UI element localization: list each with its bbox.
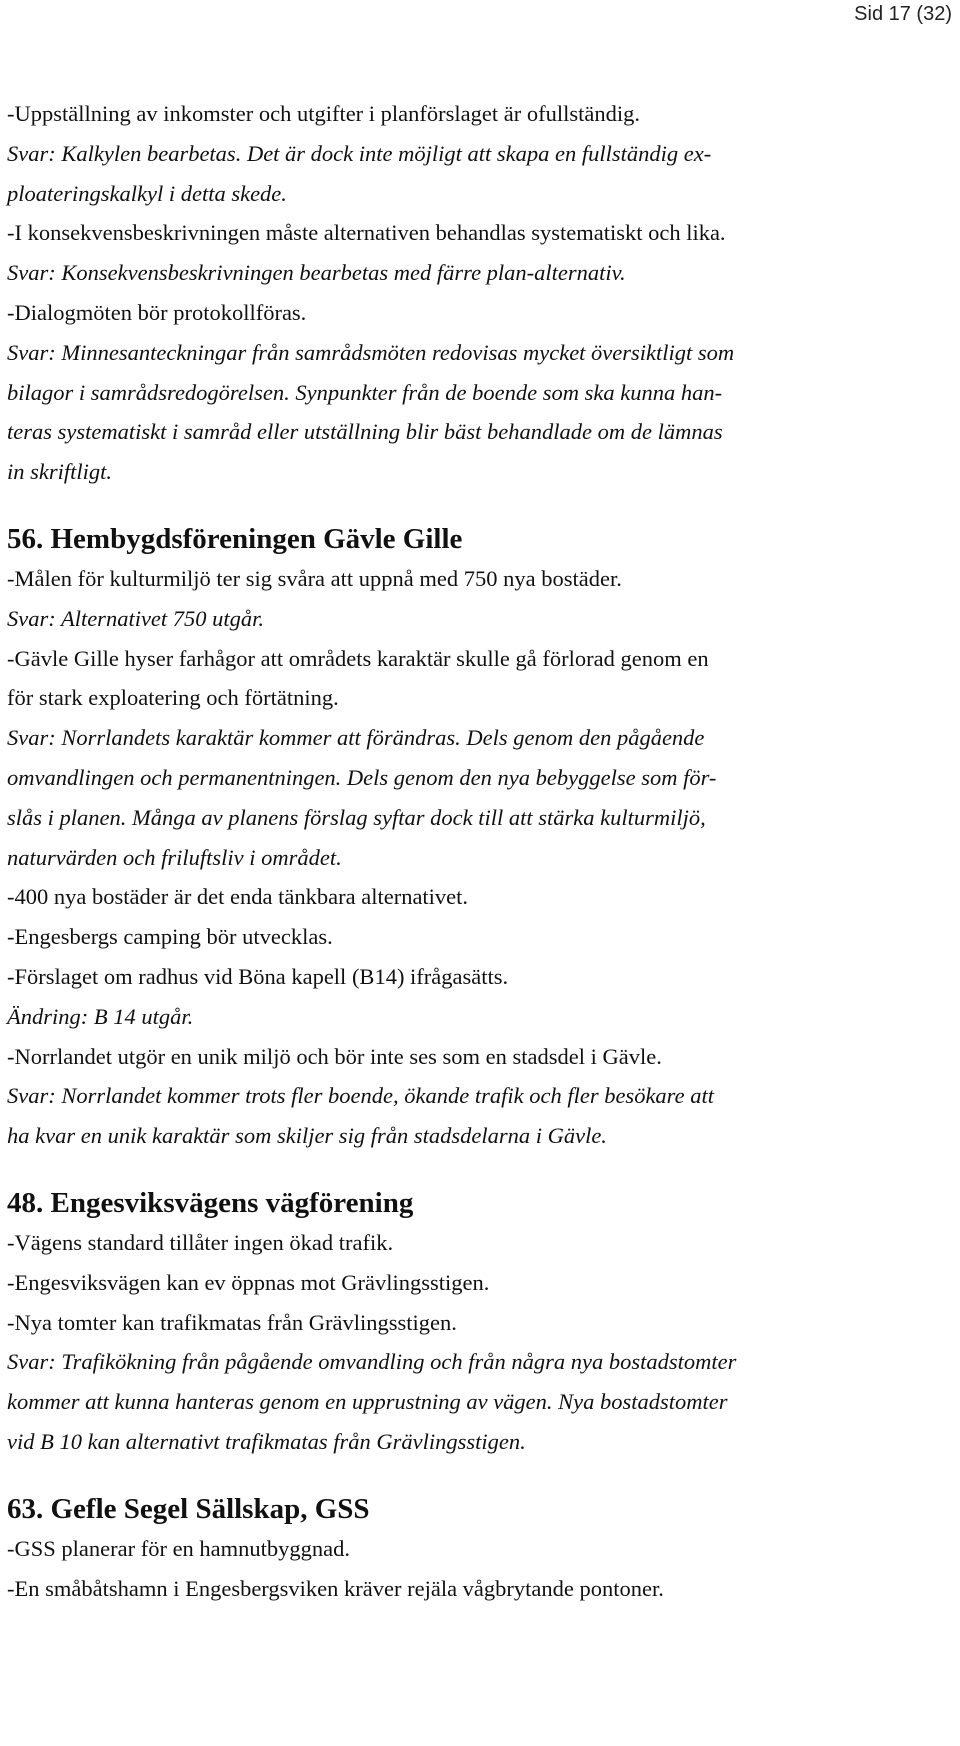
- answer-line: Svar: Norrlandets karaktär kommer att förändras. Dels genom den pågående: [7, 725, 705, 751]
- comment-line: -400 nya bostäder är det enda tänkbara alternativet.: [7, 884, 469, 910]
- comment-line: -I konsekvensbeskrivningen måste alternativen behandlas systematiskt och lika.: [7, 220, 726, 246]
- answer-line: ploateringskalkyl i detta skede.: [7, 180, 287, 206]
- answer-line: Svar: Kalkylen bearbetas. Det är dock inte möjligt att skapa en fullständig ex-: [7, 140, 712, 166]
- answer-line: slås i planen. Många av planens förslag syftar dock till att stärka kulturmiljö,: [7, 804, 706, 830]
- section-heading-63: 63. Gefle Segel Sällskap, GSS: [7, 1492, 370, 1525]
- answer-line: Ändring: B 14 utgår.: [7, 1003, 194, 1029]
- intro-block: [7, 94, 953, 492]
- answer-line: Svar: Minnesanteckningar från samrådsmöten redovisas mycket översiktligt som: [7, 339, 735, 365]
- answer-line: Svar: Norrlandet kommer trots fler boende, ökande trafik och fler besökare att: [7, 1083, 714, 1109]
- answer-line: in skriftligt.: [7, 459, 113, 485]
- document-body: [7, 94, 953, 1608]
- comment-line: -En småbåtshamn i Engesbergsviken kräver rejäla vågbrytande pontoner.: [7, 1575, 664, 1601]
- comment-line: -Nya tomter kan trafikmatas från Grävlingsstigen.: [7, 1309, 457, 1335]
- section-63-body: [7, 1529, 953, 1609]
- answer-line: Svar: Trafikökning från pågående omvandling och från några nya bostadstomter: [7, 1349, 737, 1375]
- comment-line: -Uppställning av inkomster och utgifter i planförslaget är ofullständig.: [7, 101, 640, 126]
- comment-line: -Gävle Gille hyser farhågor att områdets karaktär skulle gå förlorad genom en: [7, 645, 709, 671]
- section-heading-56: 56. Hembygdsföreningen Gävle Gille: [7, 522, 463, 555]
- answer-line: vid B 10 kan alternativt trafikmatas från Grävlingsstigen.: [7, 1428, 526, 1454]
- answer-line: ha kvar en unik karaktär som skiljer sig från stadsdelarna i Gävle.: [7, 1123, 607, 1149]
- answer-line: bilagor i samrådsredogörelsen. Synpunkter från de boende som ska kunna han-: [7, 379, 723, 405]
- comment-line: för stark exploatering och förtätning.: [7, 685, 339, 711]
- answer-line: Svar: Alternativet 750 utgår.: [7, 605, 265, 631]
- comment-line: -Norrlandet utgör en unik miljö och bör inte ses som en stadsdel i Gävle.: [7, 1043, 662, 1069]
- answer-line: teras systematiskt i samråd eller utställning blir bäst behandlade om de lämnas: [7, 419, 723, 445]
- page-number: Sid 17 (32): [854, 3, 952, 25]
- section-heading-48: 48. Engesviksvägens vägförening: [7, 1186, 414, 1219]
- answer-line: omvandlingen och permanentningen. Dels genom den nya bebyggelse som för-: [7, 764, 717, 790]
- comment-line: -GSS planerar för en hamnutbyggnad.: [7, 1535, 351, 1561]
- answer-line: Svar: Konsekvensbeskrivningen bearbetas med färre plan-alternativ.: [7, 260, 626, 286]
- section-56-body: [7, 559, 953, 1156]
- comment-line: -Målen för kulturmiljö ter sig svåra att uppnå med 750 nya bostäder.: [7, 565, 622, 591]
- answer-line: kommer att kunna hanteras genom en upprustning av vägen. Nya bostadstomter: [7, 1389, 728, 1415]
- comment-line: -Förslaget om radhus vid Böna kapell (B14) ifrågasätts.: [7, 963, 509, 989]
- comment-line: -Dialogmöten bör protokollföras.: [7, 299, 307, 325]
- comment-line: -Vägens standard tillåter ingen ökad trafik.: [7, 1229, 394, 1255]
- comment-line: -Engesbergs camping bör utvecklas.: [7, 924, 333, 950]
- comment-line: -Engesviksvägen kan ev öppnas mot Grävlingsstigen.: [7, 1269, 490, 1295]
- section-48-body: [7, 1223, 953, 1462]
- answer-line: naturvärden och friluftsliv i området.: [7, 844, 342, 870]
